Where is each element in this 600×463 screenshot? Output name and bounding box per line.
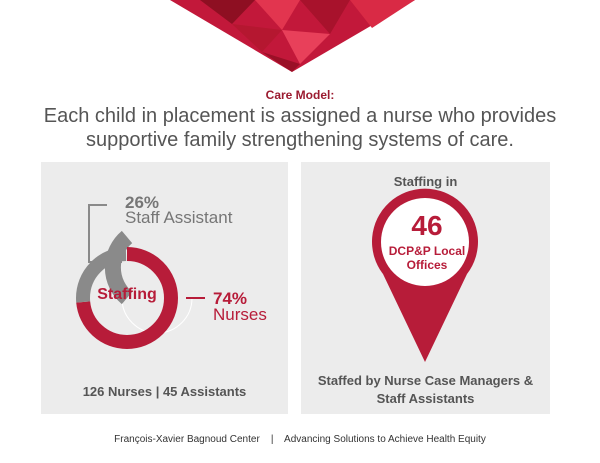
staff-assistant-label: Staff Assistant xyxy=(125,208,233,227)
staff-assistant-percent: 26% xyxy=(125,193,160,212)
decorative-triangle-banner xyxy=(0,0,600,80)
donut-center-label: Staffing xyxy=(97,286,157,303)
offices-panel xyxy=(301,162,550,414)
staff-counts: 126 Nurses | 45 Assistants xyxy=(82,384,247,399)
nurses-label: Nurses xyxy=(213,305,267,324)
staffing-in-label: Staffing in xyxy=(393,174,458,189)
care-model-label: Care Model: xyxy=(265,88,335,102)
staffed-by-text: Staffed by Nurse Case Managers & Staff Assistants xyxy=(317,373,534,406)
footer: François-Xavier Bagnoud Center | Advancing Solutions to Achieve Health Equity xyxy=(114,434,486,445)
staffing-breakdown-panel xyxy=(41,162,288,414)
nurses-percent: 74% xyxy=(213,289,248,308)
headline: Each child in placement is assigned a nurse who provides supportive family strengthening systems of care. xyxy=(43,105,557,151)
offices-count: 46 xyxy=(411,210,443,241)
offices-label: DCP&P Local Offices xyxy=(388,244,466,272)
